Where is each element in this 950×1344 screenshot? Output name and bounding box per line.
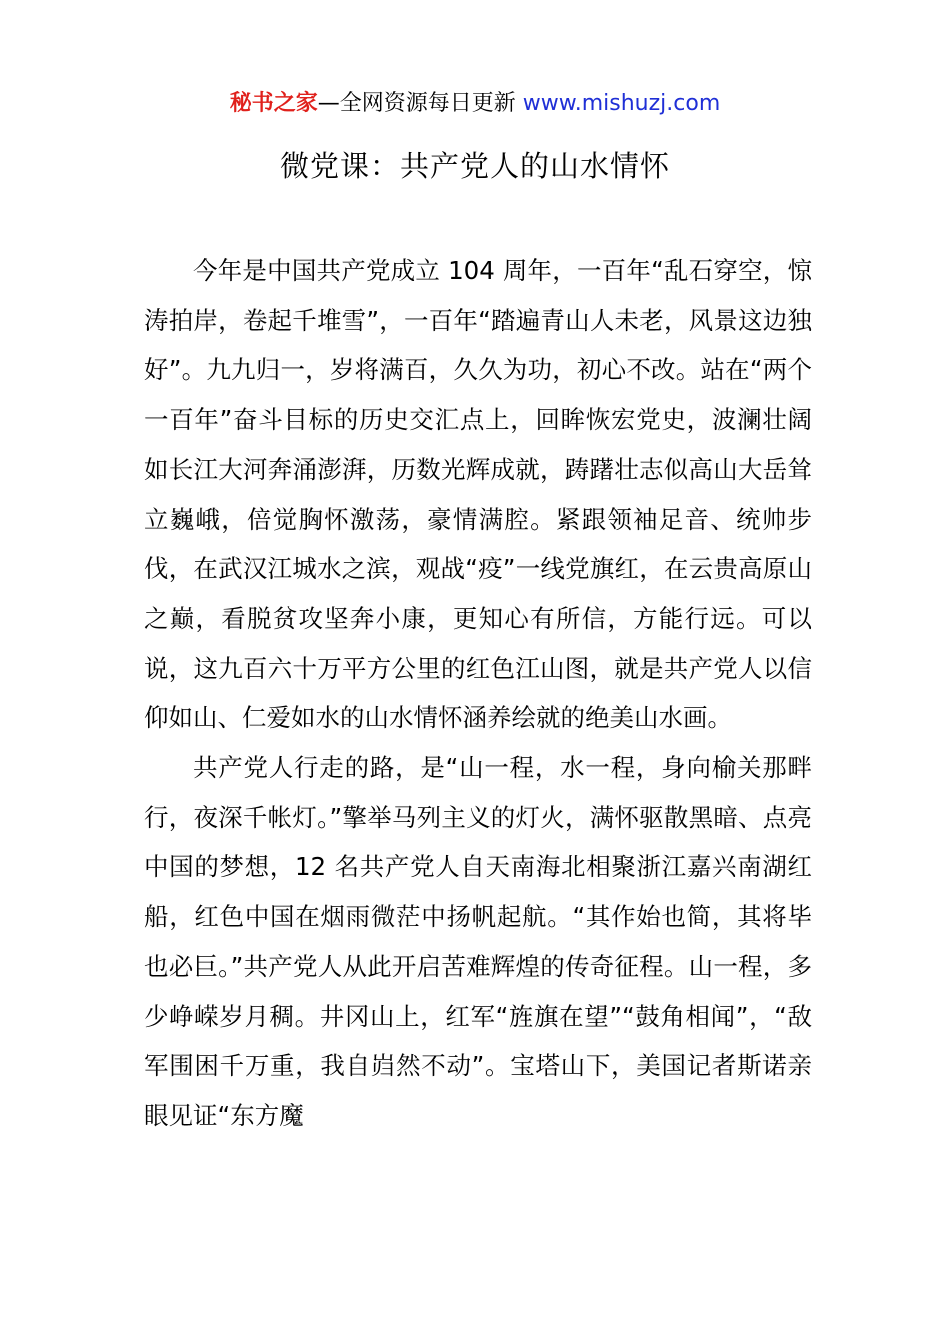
site-url-link[interactable]: www.mishuzj.com [522, 91, 721, 116]
body-paragraph: 今年是中国共产党成立 104 周年，一百年“乱石穿空，惊涛拍岸，卷起千堆雪”，一百年“踏遍青山人未老，风景这边独好”。九九归一，岁将满百，久久为功，初心不改。站在“两个一百年”奋斗目标的历史交汇点上，回眸恢宏党史，波澜壮阔如长江大河奔涌澎湃，历数光辉成就，踌躇壮志似高山大岳耸立巍峨，倍觉胸怀激荡，豪情满腔。紧跟领袖足音、统帅步伐，在武汉江城水之滨，观战“疫”一线党旗红，在云贵高原山之巅，看脱贫攻坚奔小康，更知心有所信，方能行远。可以说，这九百六十万平方公里的红色江山图，就是共产党人以信仰如山、仁爱如水的山水情怀涵养绘就的绝美山水画。 [144, 256, 812, 733]
site-header [0, 88, 950, 120]
brand-name: 秘书之家 [229, 91, 318, 116]
body-paragraph: 共产党人行走的路，是“山一程，水一程，身向榆关那畔行，夜深千帐灯。”擎举马列主义的灯火，满怀驱散黑暗、点亮中国的梦想，12 名共产党人自天南海北相聚浙江嘉兴南湖红船，红色中国在烟雨微茫中扬帆起航。“其作始也简，其将毕也必巨。”共产党人从此开启苦难辉煌的传奇征程。山一程，多少峥嵘岁月稠。井冈山上，红军“旌旗在望”“鼓角相闻”，“敌军围困千万重，我自岿然不动”。宝塔山下，美国记者斯诺亲眼见证“东方魔 [144, 753, 812, 1130]
document-title: 微党课：共产党人的山水情怀 [279, 149, 670, 183]
document-body [144, 246, 812, 1141]
site-tagline: —全网资源每日更新 [317, 91, 523, 116]
